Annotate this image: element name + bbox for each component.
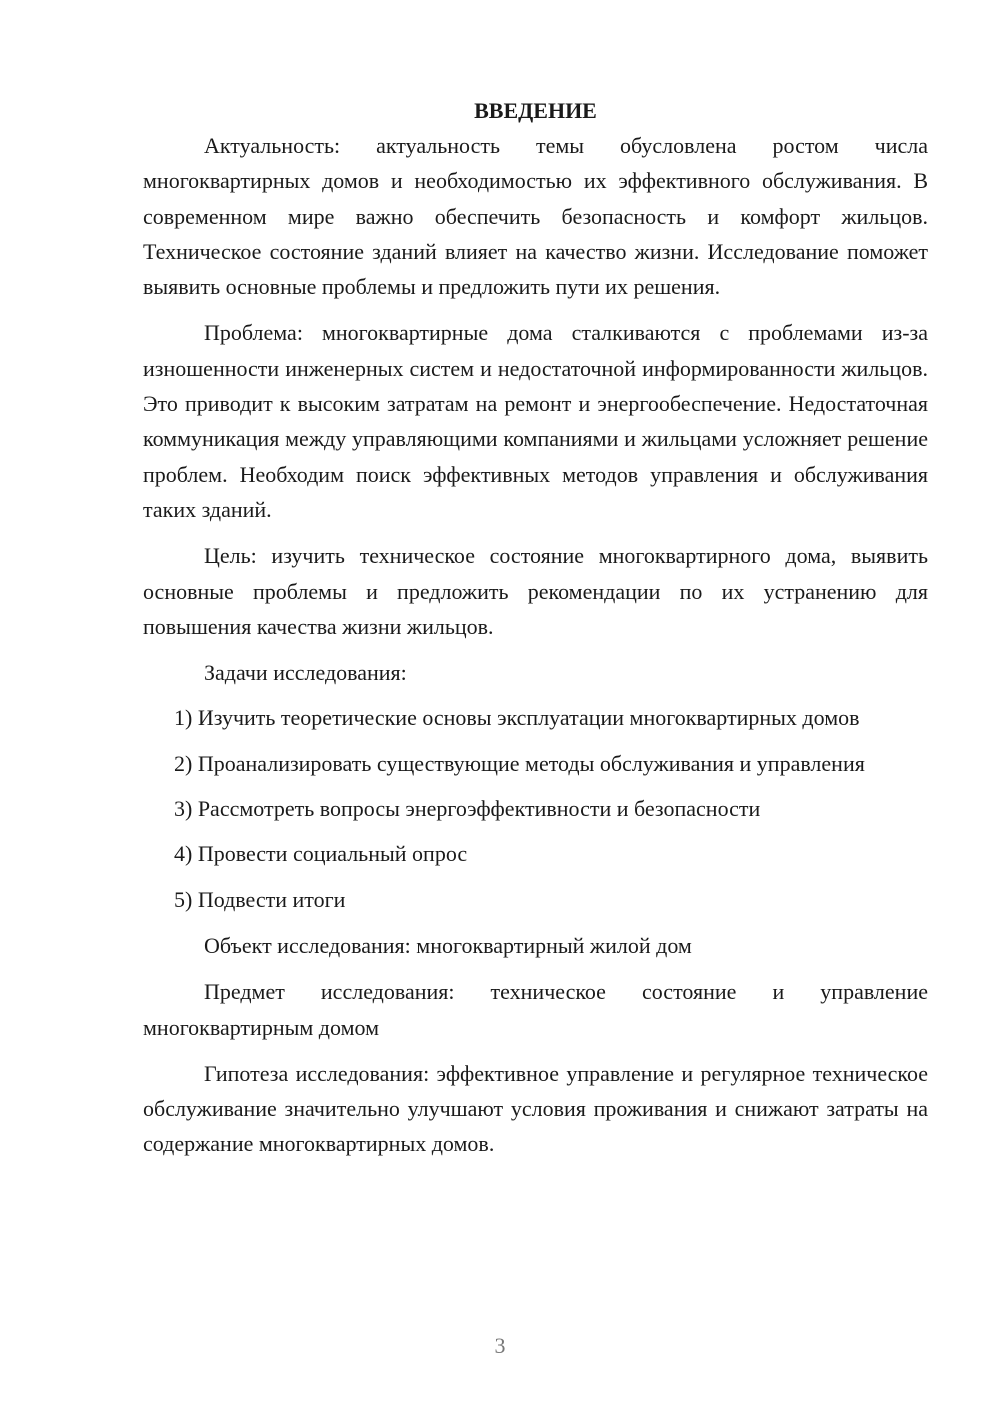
goal-paragraph: Цель: изучить техническое состояние многоквартирного дома, выявить основные проблемы и предложить рекомендации по их устранению для повышения качества жизни жильцов. [143, 543, 928, 639]
tasks-heading: Задачи исследования: [204, 660, 407, 686]
object-paragraph: Объект исследования: многоквартирный жилой дом [204, 932, 692, 958]
task-item-5: 5) Подвести итоги [174, 886, 346, 912]
page-number: 3 [494, 1333, 506, 1358]
tasks-list [143, 700, 928, 916]
relevance-paragraph: Актуальность: актуальность темы обусловлена ростом числа многоквартирных домов и необходимостью их эффективного обслуживания. В современном мире важно обеспечить безопасность и комфорт жильцов. Техническое состояние зданий влияет на качество жизни. Исследование поможет выявить основные проблемы и предложить пути их решения. [143, 133, 928, 300]
document-page [143, 93, 928, 1162]
task-item-3: 3) Рассмотреть вопросы энергоэффективности и безопасности [174, 796, 761, 822]
problem-paragraph: Проблема: многоквартирные дома сталкиваются с проблемами из-за изношенности инженерных систем и недостаточной информированности жильцов. Это приводит к высоким затратам на ремонт и энергообеспечение. Недостаточная коммуникация между управляющими компаниями и жильцами усложняет решение проблем. Необходим поиск эффективных методов управления и обслуживания таких зданий. [143, 320, 928, 522]
subject-paragraph: Предмет исследования: техническое состояние и управление многоквартирным домом [143, 979, 928, 1040]
task-item-4: 4) Провести социальный опрос [174, 841, 468, 867]
hypothesis-paragraph: Гипотеза исследования: эффективное управление и регулярное техническое обслуживание значительно улучшают условия проживания и снижают затраты на содержание многоквартирных домов. [143, 1060, 928, 1157]
task-item-1: 1) Изучить теоретические основы эксплуатации многоквартирных домов [174, 705, 860, 731]
task-item-2: 2) Проанализировать существующие методы обслуживания и управления [174, 750, 865, 776]
page-title: ВВЕДЕНИЕ [474, 98, 597, 123]
